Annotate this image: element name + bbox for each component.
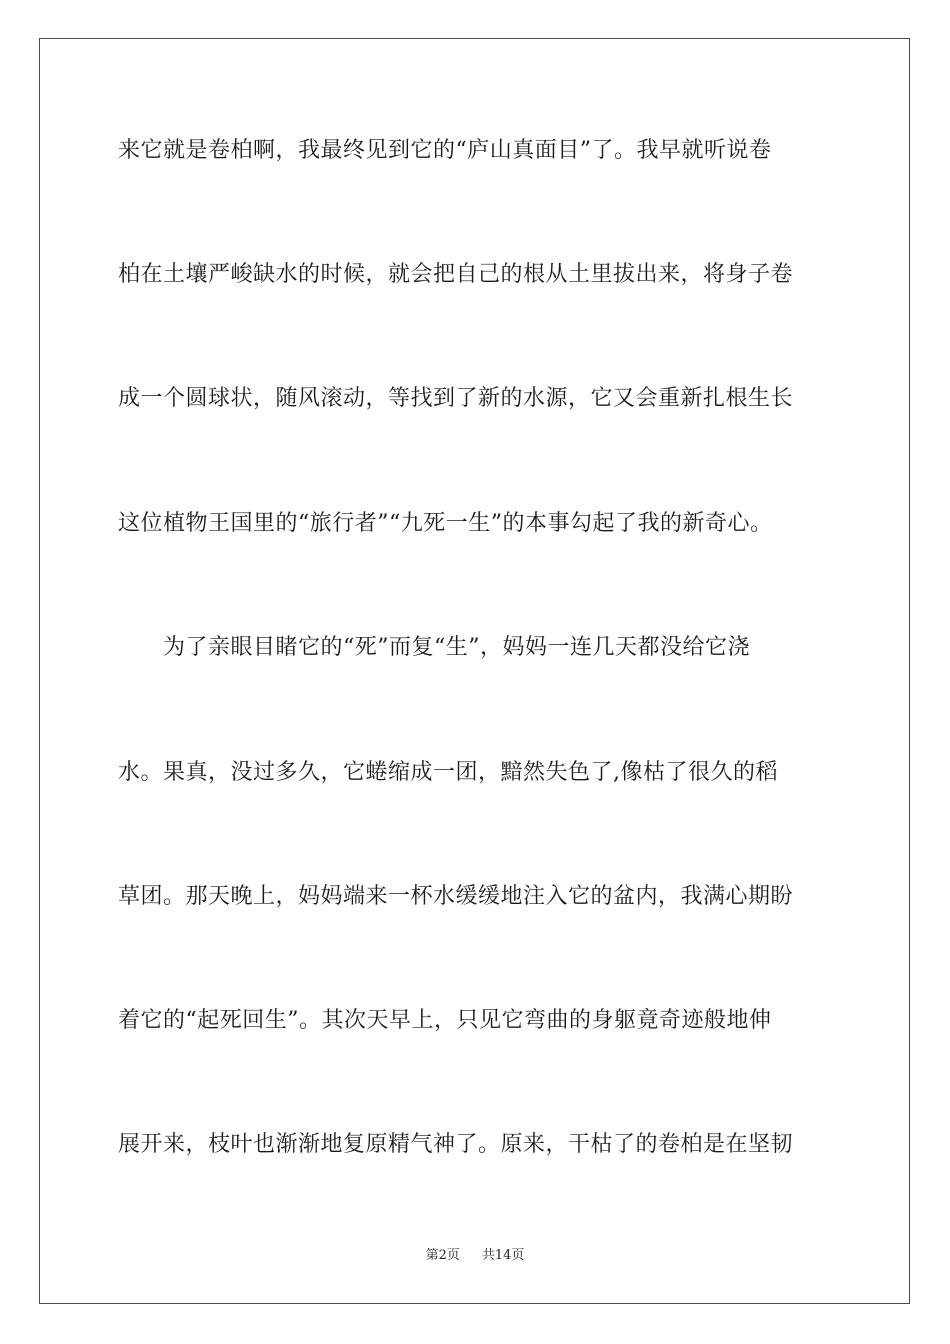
page-footer bbox=[0, 1247, 950, 1265]
text-line-8: 着它的“起死回生”。其次天早上，只见它弯曲的身躯竟奇迹般地伸 bbox=[118, 1008, 772, 1033]
text-line-5-paragraph-start: 为了亲眼目睹它的“死”而复“生”，妈妈一连几天都没给它浇 bbox=[163, 635, 750, 660]
text-line-9: 展开来，枝叶也渐渐地复原精气神了。原来，干枯了的卷柏是在坚韧 bbox=[118, 1132, 794, 1157]
text-line-4: 这位植物王国里的“旅行者”“九死一生”的本事勾起了我的新奇心。 bbox=[118, 511, 773, 536]
text-line-3: 成一个圆球状，随风滚动，等找到了新的水源，它又会重新扎根生长 bbox=[118, 386, 794, 411]
text-line-6: 水。果真，没过多久，它蜷缩成一团，黯然失色了,像枯了很久的稻 bbox=[118, 760, 778, 785]
text-line-1: 来它就是卷柏啊，我最终见到它的“庐山真面目”了。我早就听说卷 bbox=[118, 138, 772, 163]
page-number-current: 第2页 bbox=[425, 1248, 460, 1263]
text-line-7: 草团。那天晚上，妈妈端来一杯水缓缓地注入它的盆内，我满心期盼 bbox=[118, 884, 794, 909]
page-frame bbox=[39, 38, 910, 1304]
text-line-2: 柏在土壤严峻缺水的时候，就会把自己的根从土里拔出来，将身子卷 bbox=[118, 262, 794, 287]
page-number-total: 共14页 bbox=[481, 1248, 525, 1263]
